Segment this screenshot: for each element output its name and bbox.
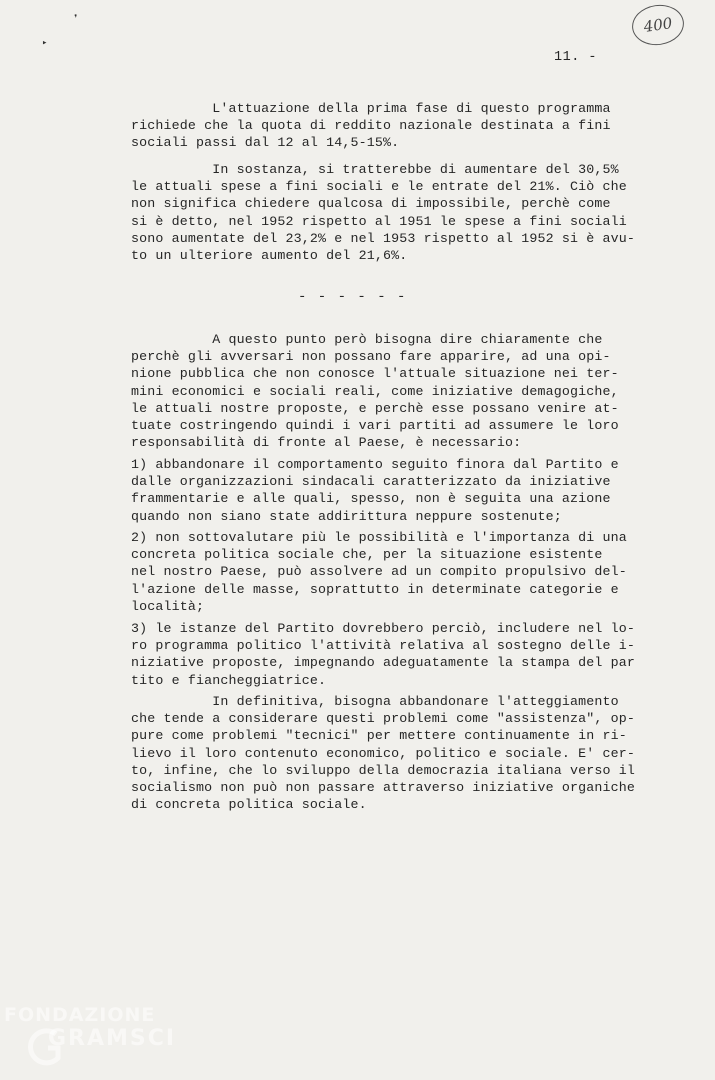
punch-mark: ❜	[72, 13, 80, 27]
list-item-1: 1) abbandonare il comportamento seguito finora dal Partito e dalle organizzazioni sindacali caratterizzato da iniziative frammentarie e alle quali, spesso, non è seguita una azione quando non siano state addirittura neppure sostenute;	[131, 457, 619, 524]
page-number: 11. -	[554, 50, 598, 65]
paragraph-2: In sostanza, si tratterebbe di aumentare del 30,5% le attuali spese a fini sociali e le entrate del 21%. Ciò che non significa chiedere qualcosa di impossibile, perchè come si è detto, nel 1952 rispetto al 1951 le spese a fini sociali sono aumentate del 23,2% e nel 1953 rispetto al 1952 si è avu- to un ulteriore aumento del 21,6%.	[131, 162, 636, 264]
archive-number-stamp: 400	[629, 2, 686, 49]
paragraph-1: L'attuazione della prima fase di questo programma richiede che la quota di reddito nazionale destinata a fini sociali passi dal 12 al 14,5-15%.	[131, 101, 611, 151]
paragraph-3: A questo punto però bisogna dire chiaramente che perchè gli avversari non possano fare apparire, ad una opi- nione pubblica che non conosce l'attuale situazione nei ter- mini economici e sociali reali, come iniziative demagogiche, le attuali nostre proposte, e perchè esse possano venire at- tuate costringendo quindi i vari partiti ad assumere le loro responsabilità di fronte al Paese, è necessario:	[131, 332, 619, 451]
list-item-3: 3) le istanze del Partito dovrebbero perciò, includere nel lo- ro programma politico l'attività relativa al sostegno delle i- niziative proposte, impegnando adeguatamente la stampa del par tito e fiancheggiatrice.	[131, 621, 636, 688]
section-separator: - - - - - -	[298, 289, 407, 305]
paragraph-conclusion: In definitiva, bisogna abbandonare l'atteggiamento che tende a considerare questi problemi come "assistenza", op- pure come problemi "tecnici" per mettere continuamente in ri- lievo il loro contenuto economico, politico e sociale. E' cer- to, infine, che lo sviluppo della democrazia italiana verso il socialismo non può non passare attraverso iniziative organiche di concreta politica sociale.	[131, 694, 636, 813]
list-item-2: 2) non sottovalutare più le possibilità e l'importanza di una concreta politica sociale che, per la situazione esistente nel nostro Paese, può assolvere ad un compito propulsivo del- l'azione delle masse, soprattutto in determinate categorie e località;	[131, 530, 627, 614]
punch-mark: ▸	[42, 38, 48, 48]
watermark-line2: GRAMSCI	[48, 1026, 177, 1051]
foundation-watermark	[4, 1004, 184, 1068]
watermark-line1: FONDAZIONE	[4, 1004, 156, 1026]
